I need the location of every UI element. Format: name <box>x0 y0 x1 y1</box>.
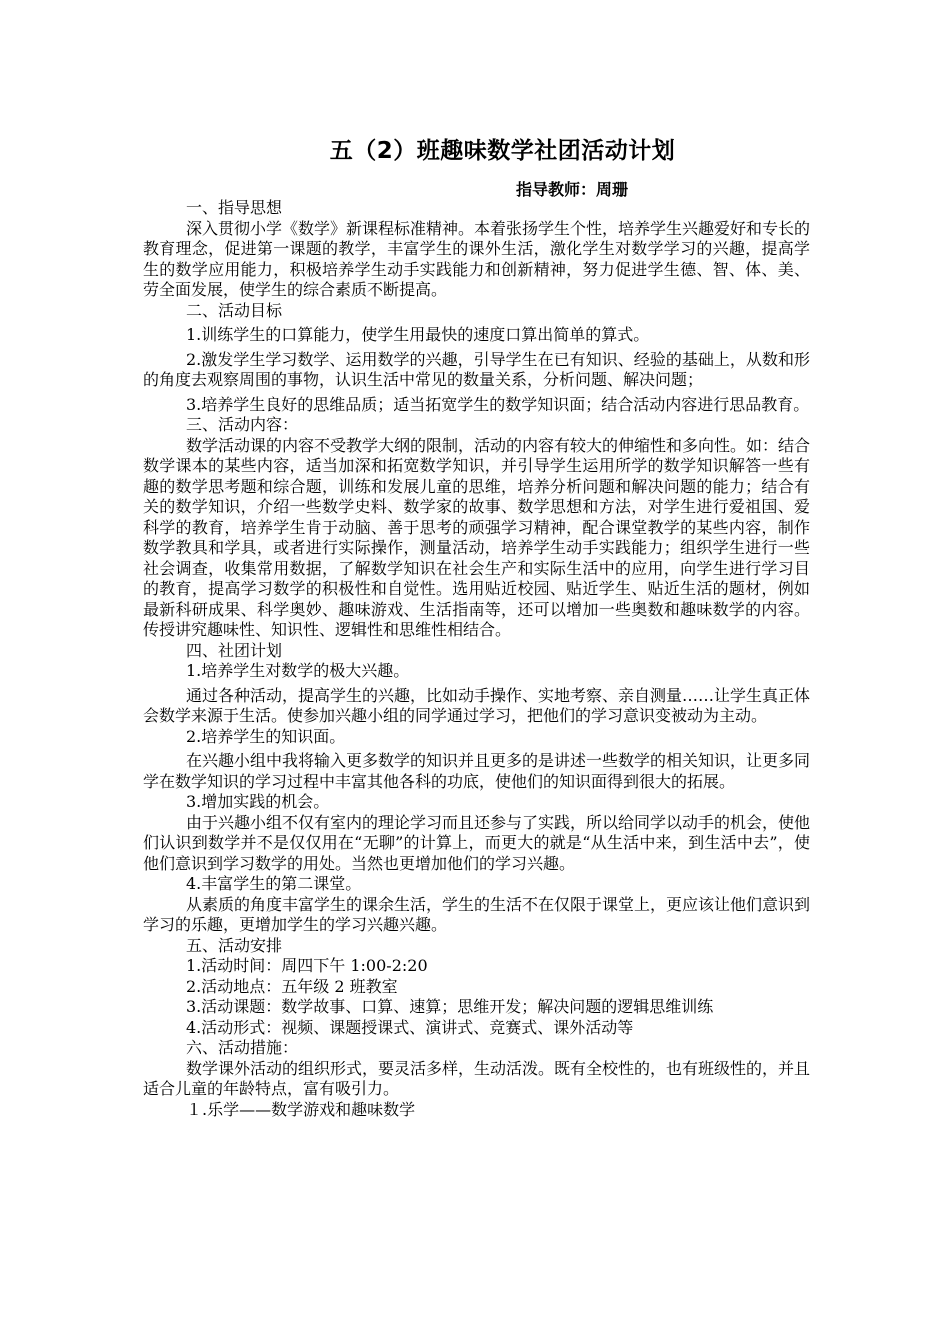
list-item: １.乐学——数学游戏和趣味数学 <box>186 1099 416 1119</box>
paragraph: 深入贯彻小学《数学》新课程标准精神。本着张扬学生个性，培养学生兴趣爱好和专长的教育理念，促进第一课题的教学，丰富学生的课外生活，激化学生对数学学习的兴趣，提高学生的数学应用能力，积极培养学生动手实践能力和创新精神，努力促进学生德、智、体、美、劳全面发展，使学生的综合素质不断提高。 <box>143 218 811 299</box>
list-item: 2.培养学生的知识面。 <box>186 726 346 746</box>
list-item: 3.培养学生良好的思维品质；适当拓宽学生的数学知识面；结合活动内容进行思品教育。 <box>186 394 810 414</box>
list-item: 2.激发学生学习数学、运用数学的兴趣，引导学生在已有知识、经验的基础上，从数和形的角度去观察周围的事物，认识生活中常见的数量关系，分析问题、解决问题； <box>143 349 810 389</box>
document-body <box>143 198 810 1120</box>
paragraph: 通过各种活动，提高学生的兴趣，比如动手操作、实地考察、亲自测量……让学生真正体会数学来源于生活。使参加兴趣小组的同学通过学习，把他们的学习意识变被动为主动。 <box>143 685 811 725</box>
section-heading: 二、活动目标 <box>186 300 283 320</box>
section-heading: 一、指导思想 <box>186 198 283 217</box>
paragraph: 数学活动课的内容不受教学大纲的限制，活动的内容有较大的伸缩性和多向性。如：结合数学课本的某些内容，适当加深和拓宽数学知识，并引导学生运用所学的数学知识解答一些有趣的数学思考题和综合题，训练和发展儿童的思维，培养分析问题和解决问题的能力；结合有关的数学知识，介绍一些数学史料、数学家的故事、数学思想和方法，对学生进行爱祖国、爱科学的教育，培养学生肯于动脑、善于思考的顽强学习精神，配合课堂教学的某些内容，制作数学教具和学具，或者进行实际操作，测量活动，培养学生动手实践能力；组织学生进行一些社会调查，收集常用数据，了解数学知识在社会生产和实际生活中的应用，向学生进行学习目的教育，提高学习数学的积极性和自觉性。选用贴近校园、贴近学生、贴近生活的题材，例如最新科研成果、科学奥妙、趣味游戏、生活指南等，还可以增加一些奥数和趣味数学的内容。传授讲究趣味性、知识性、逻辑性和思维性相结合。 <box>143 435 811 639</box>
paragraph: 数学课外活动的组织形式，要灵活多样，生动活泼。既有全校性的，也有班级性的，并且适合儿童的年龄特点，富有吸引力。 <box>143 1058 811 1098</box>
document-title: 五（2）班趣味数学社团活动计划 <box>329 138 676 164</box>
list-item: 1.培养学生对数学的极大兴趣。 <box>186 661 410 680</box>
list-item: 1.活动时间：周四下午 1:00-2:20 <box>186 956 428 975</box>
list-item: 3.增加实践的机会。 <box>186 792 330 811</box>
list-item: 3.活动课题：数学故事、口算、速算；思维开发；解决问题的逻辑思维训练 <box>186 997 714 1016</box>
paragraph: 在兴趣小组中我将输入更多数学的知识并且更多的是讲述一些数学的相关知识，让更多同学在数学知识的学习过程中丰富其他各科的功底，使他们的知识面得到很大的拓展。 <box>143 751 811 791</box>
list-item: 1.训练学生的口算能力，使学生用最快的速度口算出简单的算式。 <box>186 325 650 344</box>
section-heading: 五、活动安排 <box>186 935 283 955</box>
list-item: 4.丰富学生的第二课堂。 <box>186 874 362 893</box>
section-heading: 三、活动内容： <box>186 415 299 434</box>
document-author: 指导教师：周珊 <box>516 180 629 199</box>
paragraph: 从素质的角度丰富学生的课余生活，学生的生活不在仅限于课堂上，更应该让他们意识到学习的乐趣，更增加学生的学习兴趣兴趣。 <box>143 894 811 934</box>
paragraph: 由于兴趣小组不仅有室内的理论学习而且还参与了实践，所以给同学以动手的机会，使他们认识到数学并不是仅仅用在“无聊”的计算上，而更大的就是“从生活中来，到生活中去”，使他们意识到学习数学的用处。当然也更增加他们的学习兴趣。 <box>143 812 811 873</box>
list-item: 2.活动地点：五年级 2 班教室 <box>186 976 398 996</box>
section-heading: 四、社团计划 <box>186 640 283 660</box>
list-item: 4.活动形式：视频、课题授课式、演讲式、竞赛式、课外活动等 <box>186 1017 634 1037</box>
section-heading: 六、活动措施： <box>186 1038 299 1057</box>
